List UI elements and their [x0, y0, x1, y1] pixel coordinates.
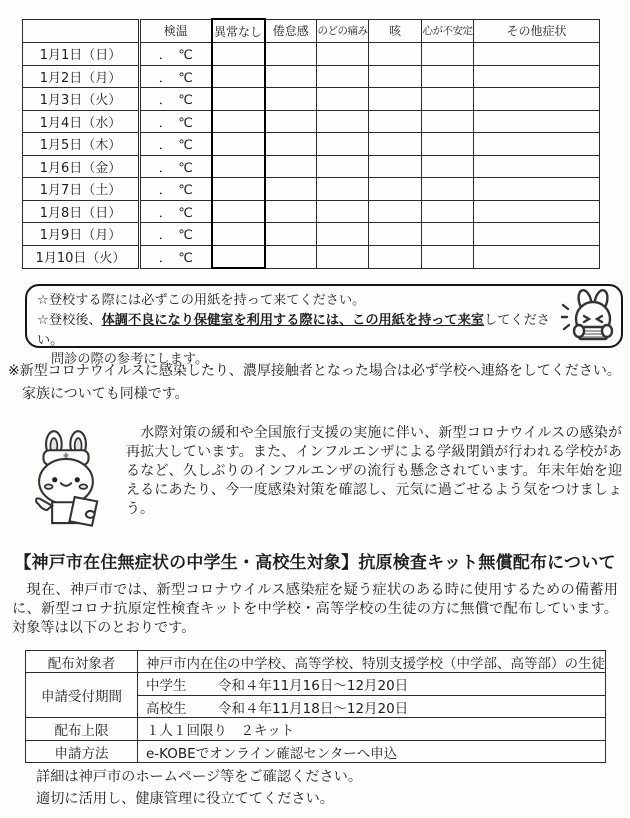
kit-row-label: 申請受付期間: [26, 673, 138, 718]
nurse-rabbit-icon: [14, 422, 122, 534]
date-cell: 1月5日（木）: [23, 133, 140, 156]
anxiety-column-header: 心が不安定: [422, 19, 474, 43]
notice-line-2: ☆登校後、体調不良になり保健室を利用する際には、この用紙を持って来室してください。: [37, 312, 550, 348]
checkbox-cell: [212, 155, 265, 178]
checkbox-cell: [317, 110, 369, 133]
temperature-cell: ． ℃: [140, 178, 212, 201]
temperature-column-header: 検温: [140, 19, 212, 43]
infection-info-section: [14, 422, 630, 534]
temperature-cell: ． ℃: [140, 88, 212, 111]
checkbox-cell: [422, 110, 474, 133]
temperature-cell: ． ℃: [140, 110, 212, 133]
bring-sheet-notice-box: [25, 284, 623, 368]
other-symptoms-cell: [474, 155, 600, 178]
checkbox-cell: [369, 110, 422, 133]
checkbox-cell: [212, 133, 265, 156]
other-symptoms-cell: [474, 88, 600, 111]
checkbox-cell: [212, 65, 265, 88]
date-cell: 1月4日（水）: [23, 110, 140, 133]
notice-line-3: 問診の際の参考にします。: [51, 352, 209, 368]
checkbox-cell: [422, 88, 474, 111]
checkbox-cell: [369, 88, 422, 111]
temperature-cell: ． ℃: [140, 200, 212, 223]
date-cell: 1月2日（月）: [23, 65, 140, 88]
temperature-cell: ． ℃: [140, 245, 212, 268]
checkbox-cell: [317, 200, 369, 223]
table-row: [23, 200, 600, 223]
checkbox-cell: [265, 223, 317, 246]
application-period-key: 中学生: [146, 678, 187, 695]
notice-line-1: ☆登校する際には必ずこの用紙を持って来てください。: [37, 293, 366, 308]
kit-row-label: 配布対象者: [26, 650, 138, 673]
date-cell: 1月8日（日）: [23, 200, 140, 223]
kit-row-value: 神戸市内在住の中学校、高等学校、特別支援学校（中学部、高等部）の生徒: [138, 650, 606, 673]
kit-section-paragraph: 現在、神戸市では、新型コロナウイルス感染症を疑う症状のある時に使用するための備蓄用に、新型コロナ抗原定性検査キットを中学校・高等学校の生徒の方に無償で配布しています。対象等は以下のとおりです。: [12, 582, 618, 636]
other-symptoms-cell: [474, 133, 600, 156]
kit-row-label: 申請方法: [26, 740, 138, 763]
temperature-cell: ． ℃: [140, 155, 212, 178]
table-row: [23, 133, 600, 156]
kit-row-value: １人１回限り ２キット: [138, 718, 606, 741]
other-symptoms-cell: [474, 65, 600, 88]
date-cell: 1月7日（土）: [23, 178, 140, 201]
table-row: [23, 178, 600, 201]
checkbox-cell: [212, 223, 265, 246]
checkbox-cell: [212, 200, 265, 223]
checkbox-cell: [369, 200, 422, 223]
checkbox-cell: [369, 43, 422, 66]
checkbox-cell: [369, 133, 422, 156]
checkbox-cell: [422, 223, 474, 246]
kit-distribution-table: [25, 650, 606, 764]
checkbox-cell: [422, 43, 474, 66]
application-period-value: 令和４年11月18日～12月20日: [218, 700, 409, 717]
other-symptoms-cell: [474, 43, 600, 66]
checkbox-cell: [317, 88, 369, 111]
checkbox-cell: [265, 200, 317, 223]
checkbox-cell: [317, 155, 369, 178]
table-row: [26, 673, 606, 696]
table-row: [26, 718, 606, 741]
checkbox-cell: [265, 65, 317, 88]
other-symptoms-cell: [474, 178, 600, 201]
checkbox-cell: [422, 245, 474, 268]
checkbox-cell: [422, 155, 474, 178]
application-period-value: 令和４年11月16日～12月20日: [218, 678, 409, 695]
other-symptoms-column-header: その他症状: [474, 19, 600, 43]
checkbox-cell: [265, 110, 317, 133]
table-header-row: [23, 19, 600, 43]
checkbox-cell: [422, 200, 474, 223]
checkbox-cell: [317, 178, 369, 201]
checkbox-cell: [317, 133, 369, 156]
other-symptoms-cell: [474, 245, 600, 268]
date-cell: 1月6日（金）: [23, 155, 140, 178]
date-cell: 1月9日（月）: [23, 223, 140, 246]
checkbox-cell: [422, 133, 474, 156]
checkbox-cell: [369, 178, 422, 201]
health-observation-table: [22, 18, 600, 269]
sore-throat-column-header: のどの痛み: [317, 19, 369, 43]
infection-info-paragraph: 水際対策の緩和や全国旅行支援の実施に伴い、新型コロナウイルスの感染が再拡大しています。また、インフルエンザによる学級閉鎖が行われる学校があるなど、久しぶりのインフルエンザの流行も懸念されています。年末年始を迎えるにあたり、今一度感染対策を確認し、元気に過ごせるよう気をつけましょう。: [126, 425, 622, 517]
footer-line-1: 詳細は神戸市のホームページ等をご確認ください。: [36, 769, 363, 786]
checkbox-cell: [212, 110, 265, 133]
checkbox-cell: [265, 88, 317, 111]
temperature-cell: ． ℃: [140, 65, 212, 88]
table-row: [23, 223, 600, 246]
checkbox-cell: [265, 133, 317, 156]
sneezing-rabbit-icon: [561, 289, 619, 352]
other-symptoms-cell: [474, 110, 600, 133]
other-symptoms-cell: [474, 200, 600, 223]
kit-row-label: 配布上限: [26, 718, 138, 741]
cough-column-header: 咳: [369, 19, 422, 43]
checkbox-cell: [212, 43, 265, 66]
checkbox-cell: [212, 178, 265, 201]
checkbox-cell: [422, 178, 474, 201]
table-row: [23, 110, 600, 133]
no-abnormality-column-header: 異常なし: [212, 19, 265, 43]
checkbox-cell: [265, 155, 317, 178]
fatigue-column-header: 倦怠感: [265, 19, 317, 43]
kit-section-footer: [36, 767, 630, 810]
footer-line-2: 適切に活用し、健康管理に役立ててください。: [36, 790, 334, 807]
checkbox-cell: [317, 65, 369, 88]
checkbox-cell: [265, 245, 317, 268]
application-period-key: 高校生: [146, 700, 187, 717]
checkbox-cell: [265, 178, 317, 201]
other-symptoms-cell: [474, 223, 600, 246]
date-cell: 1月1日（日）: [23, 43, 140, 66]
checkbox-cell: [212, 88, 265, 111]
warning-line-2: 家族についても同様です。: [22, 386, 189, 403]
warning-line-1: ※新型コロナウイルスに感染したり、濃厚接触者となった場合は必ず学校へ連絡をしてください。: [8, 363, 621, 379]
kit-section-heading: 【神戸市在住無症状の中学生・高校生対象】抗原検査キット無償配布について: [14, 553, 616, 574]
checkbox-cell: [317, 43, 369, 66]
date-cell: 1月3日（火）: [23, 88, 140, 111]
notice-underlined-text: 体調不良になり保健室を利用する際には、この用紙を持って来室: [101, 312, 485, 328]
table-row: [23, 245, 600, 268]
checkbox-cell: [317, 223, 369, 246]
temperature-cell: ． ℃: [140, 223, 212, 246]
date-column-header: [23, 19, 140, 43]
checkbox-cell: [369, 155, 422, 178]
checkbox-cell: [369, 245, 422, 268]
checkbox-cell: [317, 245, 369, 268]
table-row: [26, 650, 606, 673]
table-row: [23, 65, 600, 88]
checkbox-cell: [265, 43, 317, 66]
kit-row-value: [138, 673, 606, 696]
temperature-cell: ． ℃: [140, 133, 212, 156]
table-row: [23, 155, 600, 178]
temperature-cell: ． ℃: [140, 43, 212, 66]
table-row: [26, 740, 606, 763]
kit-row-value: [138, 695, 606, 718]
date-cell: 1月10日（火）: [23, 245, 140, 268]
table-row: [23, 43, 600, 66]
checkbox-cell: [212, 245, 265, 268]
checkbox-cell: [369, 65, 422, 88]
kit-row-value: e-KOBEでオンライン確認センターへ申込: [138, 740, 606, 763]
checkbox-cell: [422, 65, 474, 88]
checkbox-cell: [369, 223, 422, 246]
table-row: [23, 88, 600, 111]
